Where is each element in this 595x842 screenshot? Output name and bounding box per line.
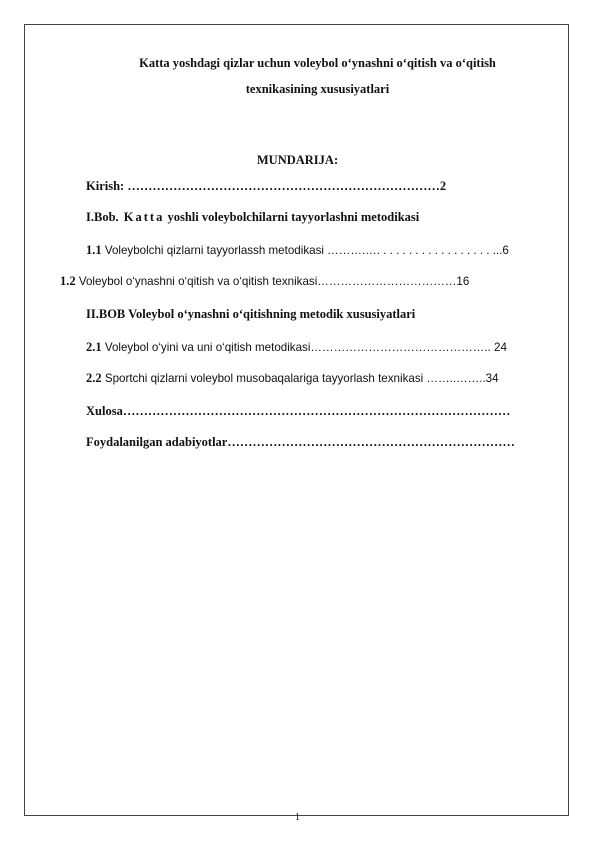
toc-heading: MUNDARIJA: <box>256 153 339 167</box>
toc-1-1-num: 1.1 <box>86 243 102 257</box>
document-title <box>60 50 575 102</box>
toc-item-2-2[interactable] <box>86 369 546 388</box>
toc-item-adabiyotlar[interactable]: Foydalanilgan adabiyotlar…………………………………………………………… <box>86 435 515 449</box>
toc-kirish-label: Kirish: <box>86 179 125 193</box>
toc-1-1-text: Voleybolchi qizlarni tayyorlassh metodikasi ……….…. . . . . . . . . . . . . . . . . . ...6 <box>101 244 509 257</box>
toc-item-kirish[interactable] <box>86 177 546 195</box>
toc-kirish-leader: ………………………………………………………………… <box>124 179 440 193</box>
toc-item-1-1[interactable] <box>86 241 546 260</box>
toc-item-1-2[interactable] <box>60 272 520 291</box>
toc-2-2-num: 2.2 <box>86 371 102 385</box>
toc-2-1-num: 2.1 <box>86 340 102 354</box>
toc-bob2-label: II.BOB Voleybol o‘ynashni o‘qitishning metodik xususiyatlari <box>86 307 416 321</box>
page-border <box>24 24 569 816</box>
title-line-1: Katta yoshdagi qizlar uchun voleybol o‘ynashni o‘qitish va o‘qitish <box>139 56 496 70</box>
page-number: 1 <box>295 812 300 823</box>
toc-bob1-rest: yoshli voleybolchilarni tayyorlashni metodikasi <box>164 210 420 224</box>
toc-item-2-1[interactable] <box>86 338 546 357</box>
toc-item-xulosa[interactable]: Xulosa………………………………………………………………………………… <box>86 404 511 418</box>
toc-item-bob2[interactable] <box>86 305 546 323</box>
toc-1-2-num: 1.2 <box>60 274 76 288</box>
toc-bob1-spaced: Katta <box>118 210 165 224</box>
toc-item-bob1[interactable] <box>86 208 546 226</box>
toc-bob1-label: I.Bob. <box>86 210 119 224</box>
toc-kirish-page: 2 <box>439 179 447 193</box>
title-line-2: texnikasining xususiyatlari <box>245 82 390 96</box>
toc-2-1-text: Voleybol o‘yini va uni o‘qitish metodikasi……………………………………….. 24 <box>101 341 507 354</box>
toc-2-2-text: Sportchi qizlarni voleybol musobaqalariga tayyorlash texnikasi ……..……..34 <box>101 372 499 385</box>
toc-1-2-text: Voleybol o‘ynashni o‘qitish va o‘qitish texnikasi………………………………16 <box>75 275 470 288</box>
